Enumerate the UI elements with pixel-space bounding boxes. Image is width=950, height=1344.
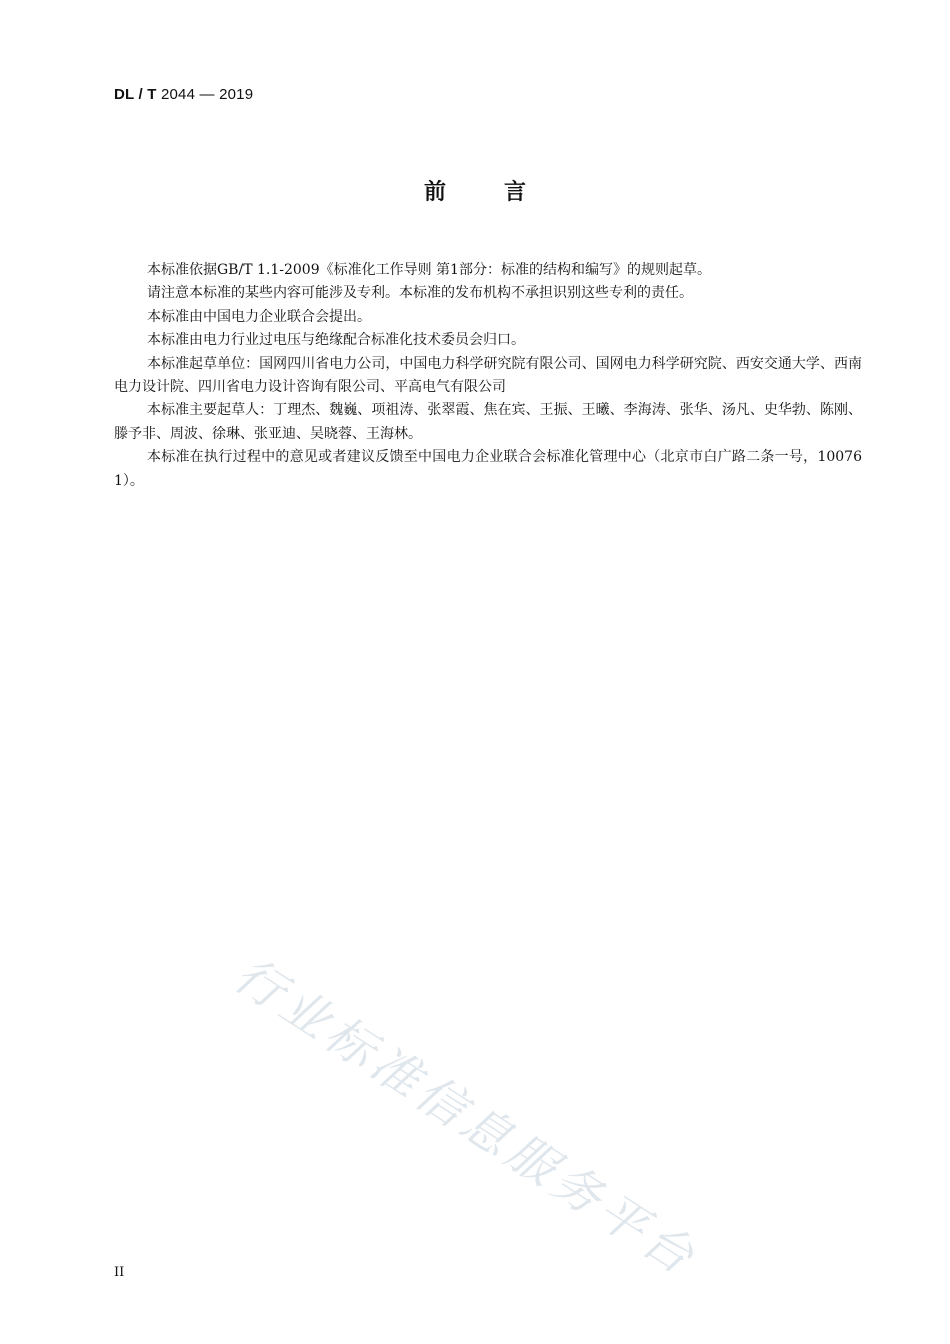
- paragraph-feedback: 本标准在执行过程中的意见或者建议反馈至中国电力企业联合会标准化管理中心（北京市白广路二条一号，100761）。: [114, 449, 862, 489]
- page-number: II: [114, 1265, 125, 1280]
- foreword-body: [114, 259, 862, 493]
- document-code-prefix: DL / T: [114, 86, 157, 103]
- paragraph-drafters: 本标准主要起草人：丁理杰、魏巍、项祖涛、张翠霞、焦在宾、王振、王曦、李海涛、张华、汤凡、史华勃、陈刚、滕予非、周波、徐琳、张亚迪、吴晓蓉、王海林。: [114, 402, 862, 442]
- paragraph-drafting-rules: 本标准依据GB/T 1.1-2009《标准化工作导则 第1部分：标准的结构和编写》的规则起草。: [147, 262, 711, 278]
- paragraph-drafting-units: 本标准起草单位：国网四川省电力公司，中国电力科学研究院有限公司、国网电力科学研究院、西安交通大学、西南电力设计院、四川省电力设计咨询有限公司、平高电气有限公司: [114, 355, 862, 396]
- watermark: 行业标准信息服务平台: [224, 946, 708, 1288]
- page-title: 前言: [423, 180, 584, 205]
- document-code-number: 2044 — 2019: [156, 86, 254, 103]
- paragraph-patent-notice: 请注意本标准的某些内容可能涉及专利。本标准的发布机构不承担识别这些专利的责任。: [147, 285, 693, 302]
- paragraph-proposer: 本标准由中国电力企业联合会提出。: [147, 308, 371, 325]
- paragraph-technical-committee: 本标准由电力行业过电压与绝缘配合标准化技术委员会归口。: [147, 332, 525, 349]
- document-code: [114, 86, 253, 103]
